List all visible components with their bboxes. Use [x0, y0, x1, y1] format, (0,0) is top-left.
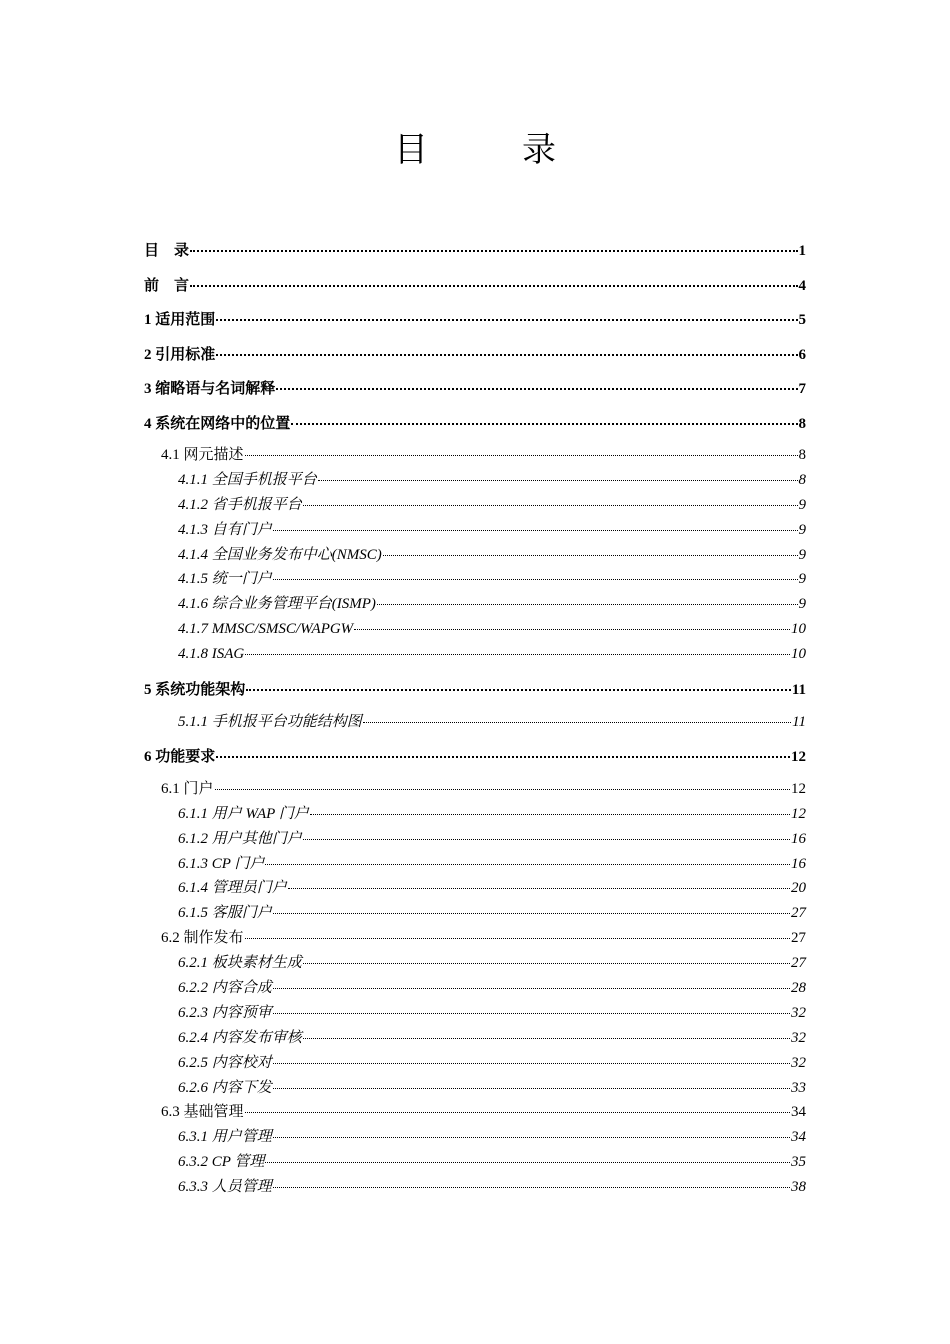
- dot-leader: [190, 250, 797, 252]
- toc-entry-page-number: 9: [798, 496, 806, 513]
- toc-entry-page-number: 16: [791, 830, 806, 847]
- toc-entry-page-number: 6: [798, 346, 806, 363]
- toc-entry-page-number: 12: [791, 805, 806, 822]
- toc-entry-level-3[interactable]: [144, 493, 806, 518]
- toc-entry-page-number: 34: [791, 1104, 806, 1121]
- dot-leader: [245, 938, 790, 939]
- dot-leader: [291, 423, 797, 425]
- toc-entry-page-number: 27: [791, 930, 806, 947]
- toc-entry-level-3[interactable]: [144, 1175, 806, 1200]
- dot-leader: [273, 913, 790, 914]
- toc-entry-level-2[interactable]: [144, 777, 806, 802]
- toc-entry-level-3[interactable]: [144, 852, 806, 877]
- toc-entry-label: 6.2.1 板块素材生成: [178, 955, 302, 972]
- toc-entry-label: 6.3.1 用户管理: [178, 1129, 272, 1146]
- toc-entry-page-number: 8: [798, 415, 806, 432]
- toc-entry-label: 6.1.2 用户其他门户: [178, 830, 302, 847]
- toc-entry-level-1[interactable]: [144, 409, 806, 444]
- toc-entry-level-3[interactable]: [144, 567, 806, 592]
- toc-entry-label: 6.2 制作发布: [161, 930, 244, 947]
- toc-entry-level-2[interactable]: [144, 926, 806, 951]
- dot-leader: [273, 1137, 790, 1138]
- dot-leader: [273, 1063, 790, 1064]
- dot-leader: [245, 455, 798, 456]
- toc-entry-label: 6.3 基础管理: [161, 1104, 244, 1121]
- toc-entry-label: 6.2.3 内容预审: [178, 1004, 272, 1021]
- toc-entry-label: 4.1.8 ISAG: [178, 646, 245, 663]
- toc-entry-label: 4 系统在网络中的位置: [144, 415, 291, 432]
- toc-entry-level-1[interactable]: [144, 271, 806, 306]
- toc-entry-page-number: 27: [791, 905, 806, 922]
- toc-entry-label: 6.2.5 内容校对: [178, 1054, 272, 1071]
- toc-entry-label: 6.2.4 内容发布审核: [178, 1029, 302, 1046]
- dot-leader: [383, 555, 798, 556]
- page-title: 目 录: [394, 130, 586, 170]
- dot-leader: [215, 789, 790, 790]
- toc-entry-page-number: 9: [798, 571, 806, 588]
- table-of-contents: [144, 236, 806, 1200]
- toc-entry-page-number: 16: [791, 855, 806, 872]
- toc-entry-level-3[interactable]: [144, 876, 806, 901]
- dot-leader: [245, 1112, 790, 1113]
- toc-entry-page-number: 7: [798, 381, 806, 397]
- toc-entry-level-1[interactable]: [144, 742, 806, 777]
- toc-entry-label: 4.1.2 省手机报平台: [178, 496, 302, 513]
- dot-leader: [216, 354, 797, 356]
- dot-leader: [303, 1038, 790, 1039]
- dot-leader: [310, 814, 790, 815]
- toc-entry-label: 1 适用范围: [144, 312, 216, 328]
- toc-entry-page-number: 33: [791, 1079, 806, 1096]
- toc-entry-level-3[interactable]: [144, 642, 806, 667]
- toc-entry-level-3[interactable]: [144, 976, 806, 1001]
- toc-entry-level-3[interactable]: [144, 543, 806, 568]
- toc-entry-level-3[interactable]: [144, 901, 806, 926]
- toc-entry-page-number: 12: [791, 780, 806, 797]
- toc-entry-label: 前 言: [144, 277, 190, 294]
- dot-leader: [303, 963, 790, 964]
- toc-entry-level-2[interactable]: [144, 1100, 806, 1125]
- toc-entry-label: 6.2.2 内容合成: [178, 980, 272, 997]
- toc-entry-label: 4.1.1 全国手机报平台: [178, 471, 317, 488]
- toc-entry-page-number: 32: [791, 1029, 806, 1046]
- toc-entry-page-number: 11: [792, 713, 806, 730]
- toc-entry-label: 2 引用标准: [144, 346, 216, 363]
- toc-entry-page-number: 12: [791, 749, 806, 766]
- dot-leader: [273, 1013, 790, 1014]
- toc-entry-page-number: 32: [791, 1054, 806, 1071]
- dot-leader: [303, 839, 790, 840]
- toc-entry-page-number: 32: [791, 1004, 806, 1021]
- toc-entry-label: 4.1.5 统一门户: [178, 571, 272, 588]
- toc-entry-level-3[interactable]: [144, 518, 806, 543]
- toc-entry-page-number: 35: [791, 1154, 806, 1171]
- dot-leader: [216, 756, 790, 758]
- toc-entry-level-3[interactable]: [144, 802, 806, 827]
- toc-entry-page-number: 4: [798, 277, 806, 294]
- toc-entry-page-number: 1: [798, 243, 806, 259]
- toc-entry-page-number: 28: [791, 980, 806, 997]
- toc-entry-page-number: 9: [798, 596, 806, 613]
- dot-leader: [273, 988, 790, 989]
- toc-entry-level-3[interactable]: [144, 592, 806, 617]
- toc-entry-page-number: 20: [791, 880, 806, 897]
- dot-leader: [265, 1162, 790, 1163]
- toc-entry-page-number: 9: [798, 546, 806, 563]
- toc-entry-label: 6 功能要求: [144, 749, 216, 766]
- toc-entry-level-1[interactable]: [144, 340, 806, 375]
- dot-leader: [363, 722, 791, 723]
- toc-entry-page-number: 9: [798, 521, 806, 538]
- toc-entry-label: 6.1.5 客服门户: [178, 905, 272, 922]
- toc-entry-page-number: 11: [791, 682, 806, 699]
- dot-leader: [273, 530, 798, 531]
- toc-entry-label: 4.1.7 MMSC/SMSC/WAPGW: [178, 621, 354, 638]
- toc-entry-label: 6.1.3 CP 门户: [178, 855, 265, 872]
- dot-leader: [245, 654, 790, 655]
- toc-entry-label: 目 录: [144, 243, 190, 259]
- toc-entry-level-3[interactable]: [144, 1051, 806, 1076]
- toc-entry-label: 6.3.2 CP 管理: [178, 1154, 265, 1171]
- toc-entry-page-number: 8: [798, 471, 806, 488]
- toc-entry-page-number: 38: [791, 1179, 806, 1196]
- toc-entry-level-3[interactable]: [144, 1076, 806, 1101]
- toc-entry-label: 5.1.1 手机报平台功能结构图: [178, 713, 362, 730]
- toc-entry-label: 6.1 门户: [161, 780, 214, 797]
- toc-entry-page-number: 34: [791, 1129, 806, 1146]
- toc-entry-level-3[interactable]: [144, 1026, 806, 1051]
- dot-leader: [216, 319, 797, 321]
- toc-entry-label: 3 缩略语与名词解释: [144, 381, 276, 397]
- toc-entry-level-3[interactable]: [144, 1001, 806, 1026]
- toc-entry-level-1[interactable]: [144, 374, 806, 409]
- toc-entry-label: 4.1.6 综合业务管理平台(ISMP): [178, 596, 376, 613]
- toc-entry-label: 6.1.1 用户 WAP 门户: [178, 805, 309, 822]
- dot-leader: [273, 579, 798, 580]
- dot-leader: [288, 888, 790, 889]
- dot-leader: [318, 480, 798, 481]
- toc-entry-label: 4.1.4 全国业务发布中心(NMSC): [178, 546, 382, 563]
- toc-entry-page-number: 10: [791, 621, 806, 638]
- toc-entry-level-3[interactable]: [144, 951, 806, 976]
- toc-entry-label: 6.2.6 内容下发: [178, 1079, 272, 1096]
- toc-entry-level-3[interactable]: [144, 468, 806, 493]
- toc-entry-label: 6.3.3 人员管理: [178, 1179, 272, 1196]
- toc-entry-page-number: 8: [798, 447, 806, 463]
- dot-leader: [246, 689, 791, 691]
- toc-entry-page-number: 27: [791, 955, 806, 972]
- toc-entry-level-3[interactable]: [144, 617, 806, 642]
- dot-leader: [354, 629, 790, 630]
- toc-entry-label: 4.1 网元描述: [161, 447, 244, 463]
- dot-leader: [273, 1187, 790, 1188]
- toc-entry-label: 5 系统功能架构: [144, 682, 246, 699]
- toc-entry-level-3[interactable]: [144, 710, 806, 735]
- toc-entry-level-1[interactable]: [144, 236, 806, 271]
- dot-leader: [273, 1088, 790, 1089]
- dot-leader: [265, 864, 790, 865]
- toc-entry-level-3[interactable]: [144, 1125, 806, 1150]
- toc-entry-level-1[interactable]: [144, 675, 806, 710]
- toc-entry-label: 4.1.3 自有门户: [178, 521, 272, 538]
- dot-leader: [377, 604, 798, 605]
- toc-entry-page-number: 5: [798, 312, 806, 328]
- toc-entry-level-3[interactable]: [144, 1150, 806, 1175]
- toc-entry-level-1[interactable]: [144, 305, 806, 340]
- dot-leader: [190, 285, 797, 287]
- dot-leader: [276, 388, 797, 390]
- toc-entry-level-3[interactable]: [144, 827, 806, 852]
- dot-leader: [303, 505, 798, 506]
- toc-entry-page-number: 10: [791, 646, 806, 663]
- toc-entry-level-2[interactable]: [144, 443, 806, 468]
- toc-entry-label: 6.1.4 管理员门户: [178, 880, 287, 897]
